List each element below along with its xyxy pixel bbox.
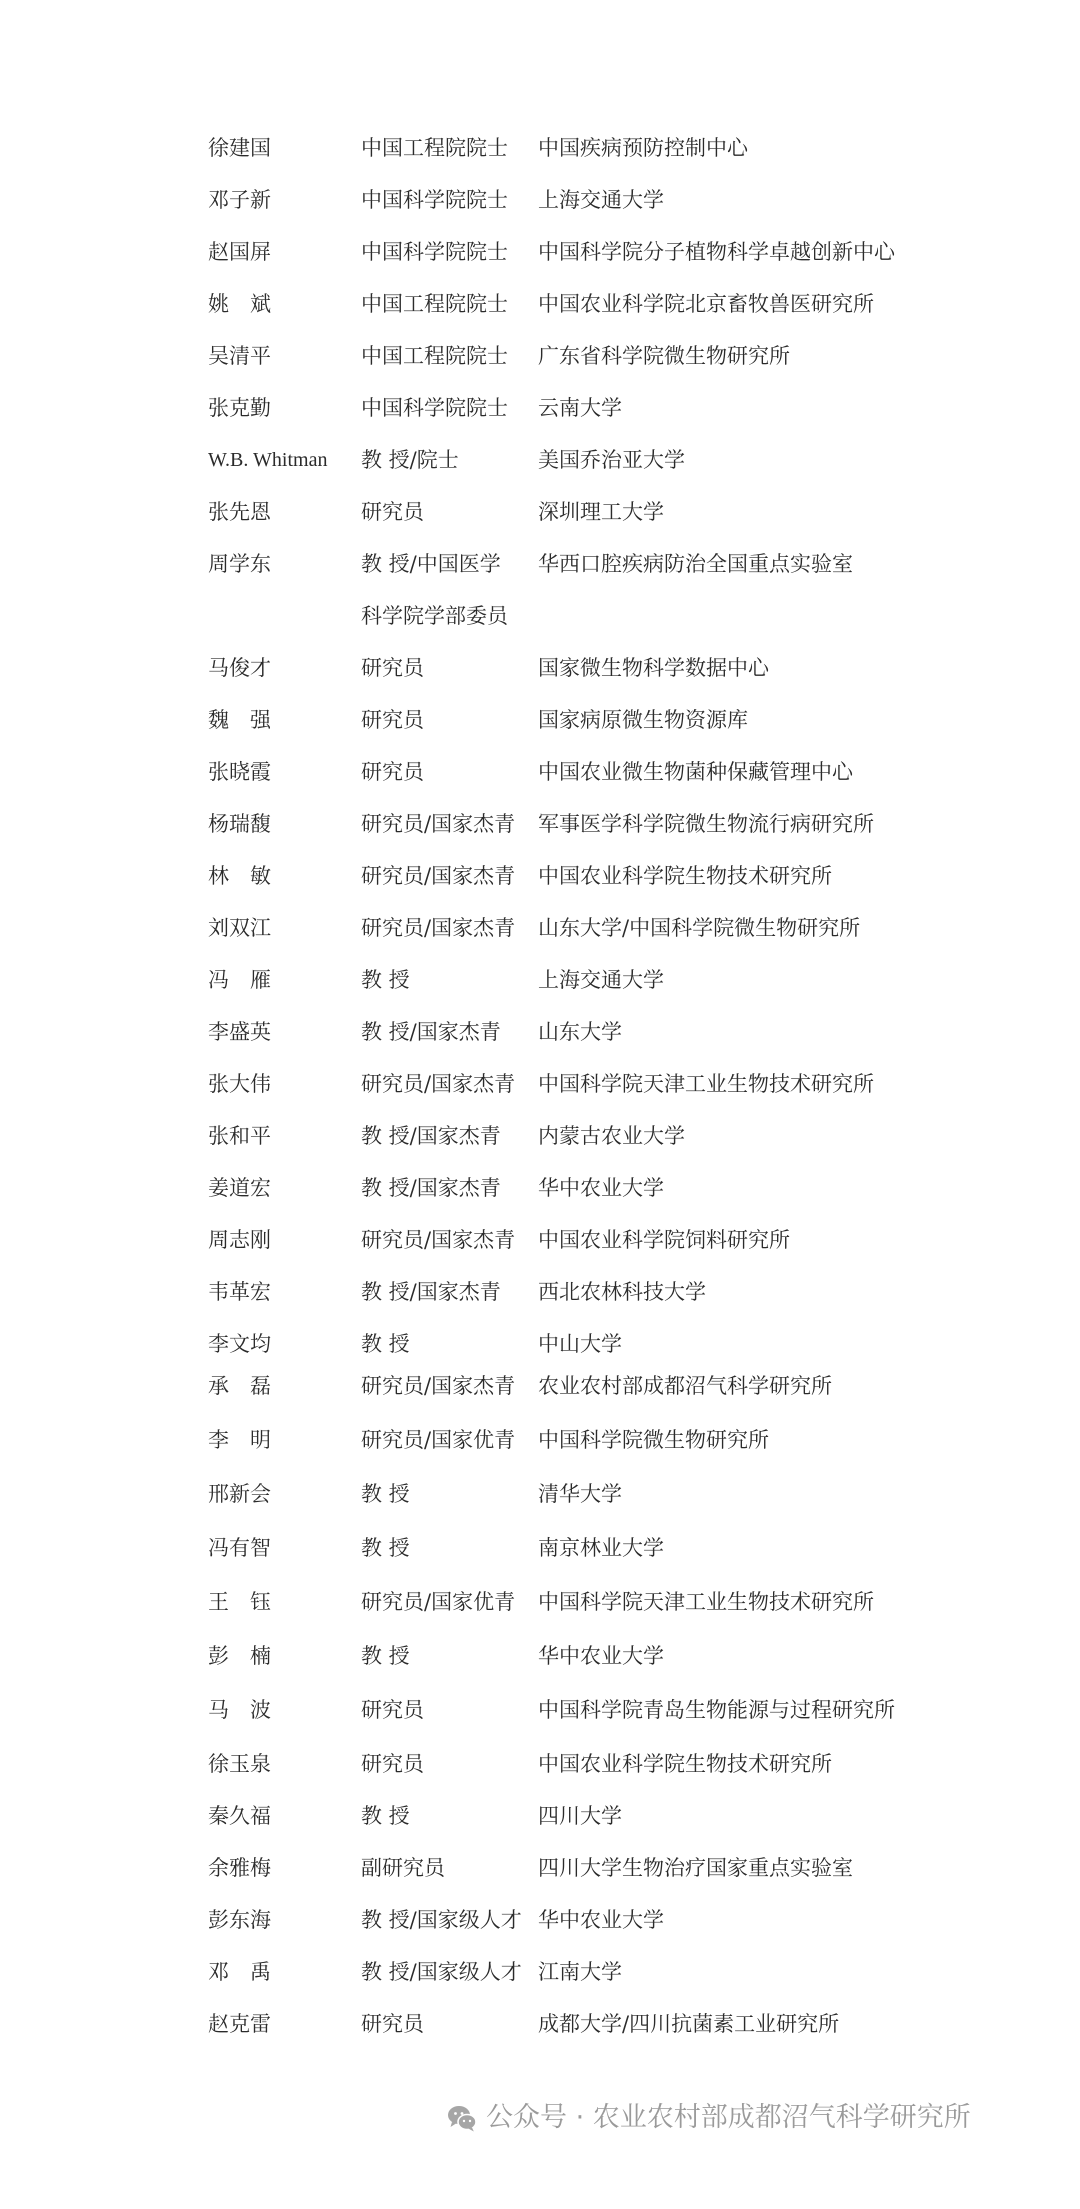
roster-row bbox=[0, 336, 1080, 376]
member-name: 张和平 bbox=[208, 1124, 271, 1148]
roster-row bbox=[0, 284, 1080, 324]
member-organization: 山东大学 bbox=[538, 1020, 622, 1044]
member-title: 研究员/国家杰青 bbox=[361, 916, 516, 940]
footer-text: 公众号 · 农业农村部成都沼气科学研究所 bbox=[486, 2102, 971, 2133]
roster-row bbox=[0, 1582, 1080, 1622]
member-title: 教 授/院士 bbox=[361, 448, 459, 472]
member-organization: 深圳理工大学 bbox=[538, 500, 664, 524]
member-name: 杨瑞馥 bbox=[208, 812, 271, 836]
member-name: 徐建国 bbox=[208, 136, 271, 160]
roster-row bbox=[0, 1528, 1080, 1568]
roster-row bbox=[0, 180, 1080, 220]
member-organization: 国家微生物科学数据中心 bbox=[538, 656, 769, 680]
member-title: 中国科学院院士 bbox=[361, 188, 508, 212]
roster-row bbox=[0, 232, 1080, 272]
member-title: 教 授/中国医学 bbox=[361, 552, 501, 576]
wechat-icon bbox=[447, 2104, 477, 2132]
roster-row bbox=[0, 388, 1080, 428]
member-name: 彭东海 bbox=[208, 1908, 271, 1932]
member-organization: 华中农业大学 bbox=[538, 1644, 664, 1668]
member-title: 中国科学院院士 bbox=[361, 240, 508, 264]
roster-row bbox=[0, 1848, 1080, 1888]
member-name: 承 磊 bbox=[208, 1374, 271, 1398]
member-organization: 上海交通大学 bbox=[538, 968, 664, 992]
member-name: 吴清平 bbox=[208, 344, 271, 368]
member-title: 教 授/国家杰青 bbox=[361, 1280, 501, 1304]
roster-row bbox=[0, 1366, 1080, 1406]
member-name: 赵克雷 bbox=[208, 2012, 271, 2036]
member-title: 研究员 bbox=[361, 2012, 424, 2036]
member-name: 余雅梅 bbox=[208, 1856, 271, 1880]
member-organization: 四川大学生物治疗国家重点实验室 bbox=[538, 1856, 853, 1880]
roster-row bbox=[0, 804, 1080, 844]
member-title: 教 授 bbox=[361, 1536, 410, 1560]
member-title: 教 授 bbox=[361, 1804, 410, 1828]
member-name: 姚 斌 bbox=[208, 292, 271, 316]
member-name: 韦革宏 bbox=[208, 1280, 271, 1304]
member-organization: 江南大学 bbox=[538, 1960, 622, 1984]
member-name: 姜道宏 bbox=[208, 1176, 271, 1200]
member-organization: 上海交通大学 bbox=[538, 188, 664, 212]
member-title: 研究员 bbox=[361, 656, 424, 680]
member-organization: 中国科学院青岛生物能源与过程研究所 bbox=[538, 1698, 895, 1722]
roster-row bbox=[0, 1272, 1080, 1312]
member-organization: 中国农业微生物菌种保藏管理中心 bbox=[538, 760, 853, 784]
member-organization: 山东大学/中国科学院微生物研究所 bbox=[538, 916, 861, 940]
roster-row bbox=[0, 1220, 1080, 1260]
member-organization: 南京林业大学 bbox=[538, 1536, 664, 1560]
member-name: 李文均 bbox=[208, 1332, 271, 1356]
footer-watermark bbox=[0, 2096, 1080, 2140]
roster-row bbox=[0, 1690, 1080, 1730]
member-title: 教 授 bbox=[361, 1644, 410, 1668]
member-organization: 中国农业科学院北京畜牧兽医研究所 bbox=[538, 292, 874, 316]
roster-row bbox=[0, 1474, 1080, 1514]
member-organization: 华西口腔疾病防治全国重点实验室 bbox=[538, 552, 853, 576]
member-title: 研究员/国家优青 bbox=[361, 1428, 516, 1452]
roster-row bbox=[0, 908, 1080, 948]
roster-row bbox=[0, 752, 1080, 792]
roster-row bbox=[0, 1324, 1080, 1364]
member-title: 教 授/国家级人才 bbox=[361, 1908, 522, 1932]
member-title: 研究员 bbox=[361, 708, 424, 732]
roster-row bbox=[0, 700, 1080, 740]
member-name: W.B. Whitman bbox=[208, 449, 328, 471]
roster-row bbox=[0, 544, 1080, 584]
member-name: 张克勤 bbox=[208, 396, 271, 420]
roster-row bbox=[0, 1012, 1080, 1052]
member-name: 张晓霞 bbox=[208, 760, 271, 784]
roster-row bbox=[0, 492, 1080, 532]
roster-row bbox=[0, 1116, 1080, 1156]
member-name: 周学东 bbox=[208, 552, 271, 576]
member-organization: 农业农村部成都沼气科学研究所 bbox=[538, 1374, 832, 1398]
member-organization: 中山大学 bbox=[538, 1332, 622, 1356]
member-title: 教 授/国家杰青 bbox=[361, 1020, 501, 1044]
member-name: 李盛英 bbox=[208, 1020, 271, 1044]
member-title: 研究员 bbox=[361, 500, 424, 524]
member-name: 刘双江 bbox=[208, 916, 271, 940]
member-title: 研究员/国家杰青 bbox=[361, 864, 516, 888]
member-name: 彭 楠 bbox=[208, 1644, 271, 1668]
roster-row bbox=[0, 1636, 1080, 1676]
member-name: 周志刚 bbox=[208, 1228, 271, 1252]
member-title: 研究员 bbox=[361, 1752, 424, 1776]
member-name: 魏 强 bbox=[208, 708, 271, 732]
member-organization: 成都大学/四川抗菌素工业研究所 bbox=[538, 2012, 840, 2036]
roster-row bbox=[0, 440, 1080, 480]
member-title: 研究员/国家杰青 bbox=[361, 1374, 516, 1398]
member-organization: 中国科学院微生物研究所 bbox=[538, 1428, 769, 1452]
member-title: 教 授 bbox=[361, 968, 410, 992]
member-name: 徐玉泉 bbox=[208, 1752, 271, 1776]
member-title: 教 授 bbox=[361, 1332, 410, 1356]
member-organization: 中国科学院天津工业生物技术研究所 bbox=[538, 1072, 874, 1096]
member-name: 邓 禹 bbox=[208, 1960, 271, 1984]
roster-row bbox=[0, 1952, 1080, 1992]
member-organization: 华中农业大学 bbox=[538, 1908, 664, 1932]
member-name: 马俊才 bbox=[208, 656, 271, 680]
member-organization: 广东省科学院微生物研究所 bbox=[538, 344, 790, 368]
member-title: 教 授/国家杰青 bbox=[361, 1124, 501, 1148]
member-organization: 中国疾病预防控制中心 bbox=[538, 136, 748, 160]
member-name: 张先恩 bbox=[208, 500, 271, 524]
member-organization: 中国科学院天津工业生物技术研究所 bbox=[538, 1590, 874, 1614]
member-name: 秦久福 bbox=[208, 1804, 271, 1828]
roster-row bbox=[0, 648, 1080, 688]
member-name: 李 明 bbox=[208, 1428, 271, 1452]
member-title: 研究员 bbox=[361, 760, 424, 784]
member-name: 马 波 bbox=[208, 1698, 271, 1722]
member-title: 研究员/国家杰青 bbox=[361, 1072, 516, 1096]
roster-row bbox=[0, 1796, 1080, 1836]
member-organization: 中国农业科学院生物技术研究所 bbox=[538, 1752, 832, 1776]
member-title: 教 授 bbox=[361, 1482, 410, 1506]
roster-row bbox=[0, 856, 1080, 896]
member-title: 教 授/国家级人才 bbox=[361, 1960, 522, 1984]
member-organization: 西北农林科技大学 bbox=[538, 1280, 706, 1304]
member-name: 邓子新 bbox=[208, 188, 271, 212]
roster-row bbox=[0, 1064, 1080, 1104]
member-organization: 内蒙古农业大学 bbox=[538, 1124, 685, 1148]
member-title: 科学院学部委员 bbox=[361, 604, 508, 628]
member-name: 冯有智 bbox=[208, 1536, 271, 1560]
member-organization: 军事医学科学院微生物流行病研究所 bbox=[538, 812, 874, 836]
member-title: 研究员/国家杰青 bbox=[361, 812, 516, 836]
member-name: 林 敏 bbox=[208, 864, 271, 888]
member-title: 副研究员 bbox=[361, 1856, 445, 1880]
roster-row bbox=[0, 596, 1080, 636]
roster-row bbox=[0, 1900, 1080, 1940]
member-name: 张大伟 bbox=[208, 1072, 271, 1096]
member-name: 赵国屏 bbox=[208, 240, 271, 264]
member-title: 中国科学院院士 bbox=[361, 396, 508, 420]
member-title: 研究员/国家优青 bbox=[361, 1590, 516, 1614]
member-name: 邢新会 bbox=[208, 1482, 271, 1506]
member-organization: 中国农业科学院饲料研究所 bbox=[538, 1228, 790, 1252]
roster-row bbox=[0, 1168, 1080, 1208]
member-organization: 清华大学 bbox=[538, 1482, 622, 1506]
member-organization: 华中农业大学 bbox=[538, 1176, 664, 1200]
member-title: 中国工程院院士 bbox=[361, 292, 508, 316]
roster-row bbox=[0, 128, 1080, 168]
member-name: 冯 雁 bbox=[208, 968, 271, 992]
member-organization: 中国农业科学院生物技术研究所 bbox=[538, 864, 832, 888]
member-title: 中国工程院院士 bbox=[361, 136, 508, 160]
member-organization: 云南大学 bbox=[538, 396, 622, 420]
member-title: 中国工程院院士 bbox=[361, 344, 508, 368]
member-organization: 中国科学院分子植物科学卓越创新中心 bbox=[538, 240, 895, 264]
roster-row bbox=[0, 1744, 1080, 1784]
member-organization: 美国乔治亚大学 bbox=[538, 448, 685, 472]
member-title: 研究员 bbox=[361, 1698, 424, 1722]
member-name: 王 钰 bbox=[208, 1590, 271, 1614]
roster-row bbox=[0, 1420, 1080, 1460]
member-organization: 国家病原微生物资源库 bbox=[538, 708, 748, 732]
member-title: 教 授/国家杰青 bbox=[361, 1176, 501, 1200]
roster-row bbox=[0, 960, 1080, 1000]
member-organization: 四川大学 bbox=[538, 1804, 622, 1828]
roster-row bbox=[0, 2004, 1080, 2044]
member-title: 研究员/国家杰青 bbox=[361, 1228, 516, 1252]
